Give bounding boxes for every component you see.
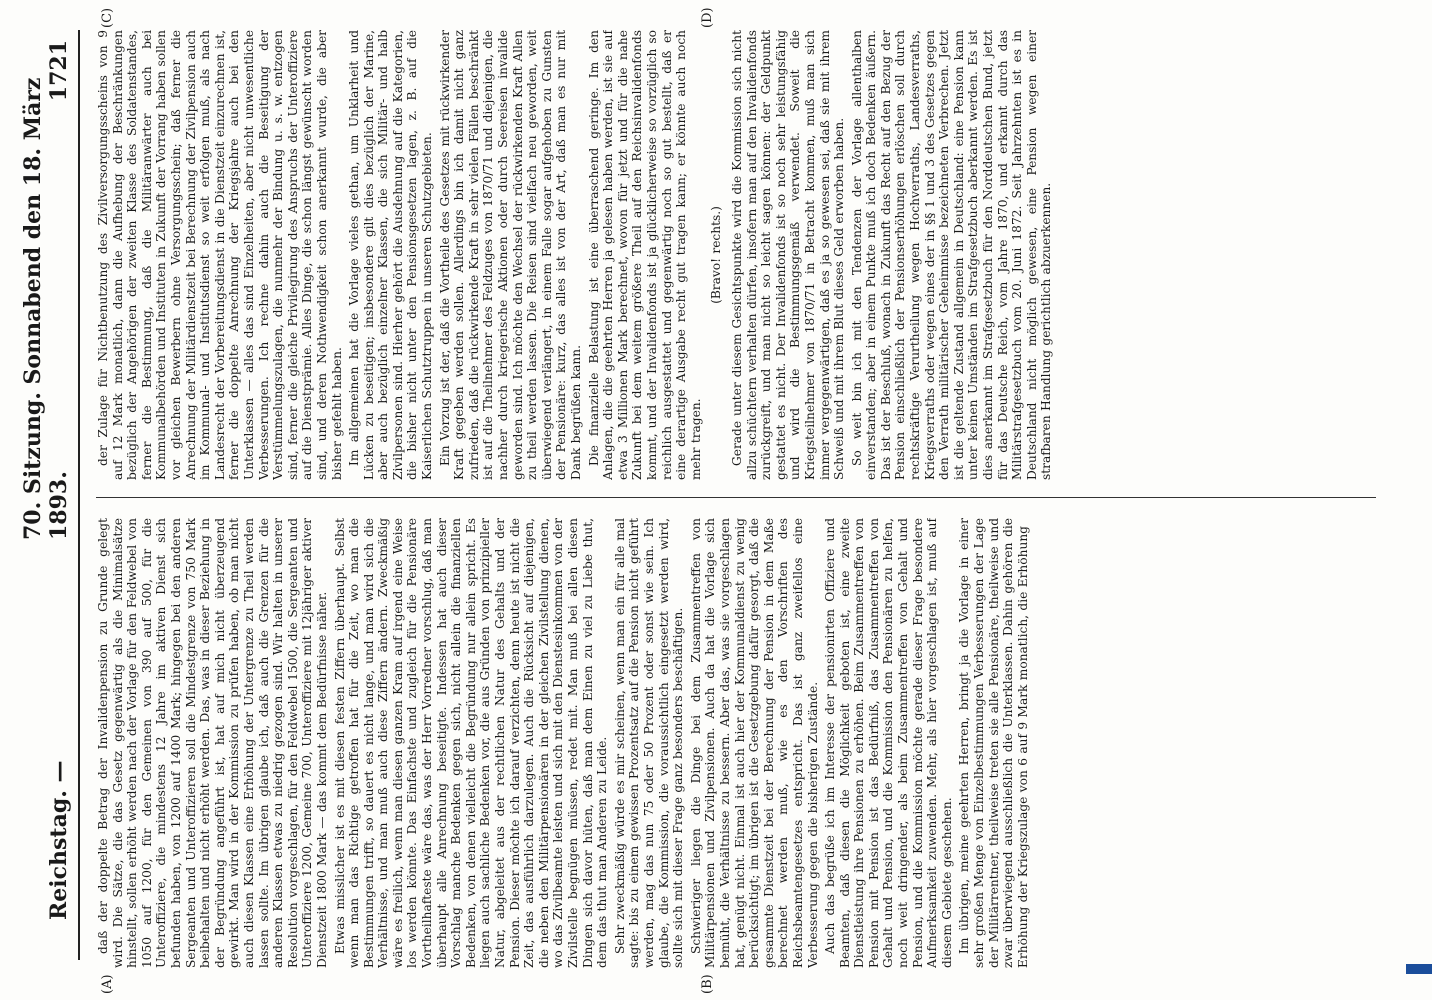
header-title: 70. Sitzung. Sonnabend den 18. März 1893.: [20, 77, 72, 540]
marker-c: (C): [100, 7, 115, 28]
paragraph: Ein Vorzug ist der, daß die Vortheile des Gesetzes mit rückwirkender Kraft gegeben werden sollen. Allerdings bin ich damit nicht ganz zufrieden, daß die rückwirkende Kraft in sehr vielen Fällen beschränkt ist auf die Theilnehmer des Feldzuges von 1870/71 und diejenigen, die nachher durch kriegerische Aktionen oder durch Seereisen invalide geworden sind. Ich möchte den Wechsel der rückwirkenden Kraft Allen zu theil werden lassen. Die Reisen sind vielfach neu geworden, weit überwiegend verlängert, in einem Falle sogar aufgehoben zu Gunsten der Pensionäre: kurz, das alles ist von der Art, daß man es nur mit Dank begrüßen kann.: [437, 30, 583, 480]
paragraph: Schwieriger liegen die Dinge bei dem Zusammentreffen von Militärpensionen und Zivilpensionen. Auch da hat die Vorlage sich bemüht, die Verhältnisse zu bessern. Aber das, was sie vorgeschlagen hat, genügt nicht. Einmal ist auch hier der Kommunaldienst zu wenig berücksichtigt; im übrigen ist die Gesetzgebung dafür gesorgt, daß die gesammte Dienstzeit bei der Berechnung der Pension in dem Maße berechnet werden muß, wie es den Vorschriften des Reichsbeamtengesetzes entspricht. Das ist ganz zweifellos eine Verbesserung gegen die bisherigen Zustände.: [688, 518, 820, 968]
right-column: [96, 30, 1376, 480]
column-divider: [96, 497, 1376, 498]
dfg-logo: [1406, 964, 1432, 974]
paragraph: Im übrigen, meine geehrten Herren, bringt ja die Vorlage in einer sehr großen Menge von Einzelbestimmungen Verbesserungen der Lage der Militärrentner, theilweise treten sie alle Pensionäre, theilweise und zwar überwiegend ausschließlich die Unterklassen. Dahin gehören die Erhöhung der Kriegszulage von 6 auf 9 Mark monatlich, die Erhöhung: [957, 518, 1030, 968]
paragraph: Die finanzielle Belastung ist eine überraschend geringe. Im den Anlagen, die die geehrten Herren ja gelesen haben werden, ist sie auf etwa 3 Millionen Mark berechnet, wovon für jetzt und für die nahe Zukunft bei dem weitem größere Theil auf den Reichsinvalidenfonds kommt, und der Invalidenfonds ist ja glücklicherweise so vorzüglich so reichlich ausgestattet und gegenwärtig noch so gut bestellt, daß er eine derartige Ausgabe recht gut tragen kann; er könnte auch noch mehr tragen.: [586, 30, 703, 480]
left-column: [96, 518, 1376, 968]
page-header: [20, 30, 80, 960]
marker-b: (B): [700, 974, 715, 994]
paragraph: Im allgemeinen hat die Vorlage vieles gethan, um Unklarheit und Lücken zu beseitigen; insbesondere gilt dies bezüglich der Marine, aber auch bezüglich einzelner Klassen, die sich Militär- und halb Zivilpersonen sind. Hierher gehört die Ausdehnung auf die Kategorien, die bisher nicht unter den Pensionsgesetzen lagen, z. B. auf die Kaiserlichen Schutztruppen in unseren Schutzgebieten.: [347, 30, 435, 480]
paragraph: So weit bin ich mit den Tendenzen der Vorlage allenthalben einverstanden; aber in einem Punkte muß ich doch Bedenken äußern. Das ist der Beschluß, wonach in Zukunft das Recht auf den Bezug der Pension einschließlich der Pensionserhöhungen erlöschen soll durch rechtskräftige Verurtheilung wegen Hochverraths, Landesverraths, Kriegsverraths oder wegen eines der in §§ 1 und 3 des Gesetzes gegen den Verrath militärischer Geheimnisse bezeichneten Verbrechen. Jetzt ist die geltende Zustand allgemein in Deutschland: eine Pension kann unter keinen Umständen im Strafgesetzbuch aberkannt werden. Es ist dies anerkannt im Strafgesetzbuch für den Norddeutschen Bund, jetzt für das Deutsche Reich, vom Jahre 1870, und erkannt durch das Militärstrafgesetzbuch vom 20. Juni 1872. Seit Jahrzehnten ist es in Deutschland nicht möglich gewesen, eine Pension wegen einer strafbaren Handlung gerichtlich abzuerkennen.: [849, 30, 1054, 480]
marker-a: (A): [100, 974, 115, 994]
paragraph: daß der doppelte Betrag der Invalidenpension zu Grunde gelegt wird. Die Sätze, die das Gesetz gegenwärtig als die Minimalsätze hinstellt, sollen erhöht werden nach der Vorlage für den Feldwebel von 1050 auf 1200, für den Gemeinen von 390 auf 500, für die Unteroffiziere, die mindestens 12 Jahre im aktiven Dienst sich befunden haben, von 1200 auf 1400 Mark; hingegen bei den anderen Sergeanten und Unteroffizieren soll die Mindestgrenze von 750 Mark beibehalten und nicht erhöht werden. Das, was in dieser Beziehung in der Begründung angeführt ist, hat auf mich nicht überzeugend gewirkt. Man wird in der Kommission zu prüfen haben, ob man nicht auch diesen Klassen eine Erhöhung der Untergrenze zu Theil werden lassen sollte. Im übrigen glaube ich, daß auch die Grenzen für die anderen Klassen etwas zu niedrig gezogen sind. Wir halten in unserer Resolution vorgeschlagen, für den Feldwebel 1500, die Sergeanten und Unteroffiziere 1200, Gemeine 700, Unteroffiziere mit 12jähriger aktiver Dienstzeit 1800 Mark — das kommt dem Bedürfnisse näher.: [96, 518, 329, 968]
page-number: 1721: [46, 40, 72, 102]
paragraph: Sehr zweckmäßig würde es mir scheinen, wenn man ein für alle mal sagte: bis zu einem gewissen Prozentsatz auf die Pension nicht geführt werden, mag das nun 75 oder 50 Prozent oder sonst wie sein. Ich glaube, die Kommission, die voraussichtlich eingesetzt werden wird, sollte sich mit dieser Frage ganz besonders beschäftigen.: [612, 518, 686, 968]
paragraph: Etwas misslicher ist es mit diesen festen Ziffern überhaupt. Selbst wenn man das Richtige getroffen hat für die Zeit, wo man die Bestimmungen trifft, so dauert es nicht lange, und man wird sich die Verhältnisse, und man muß auch diese Ziffern ändern. Zweckmäßig wäre es freilich, wenn man diesen ganzen Kram auf irgend eine Weise los werden könnte. Das Einfachste und zugleich für die Pensionäre Vortheilhafteste wäre das, was der Herr Vorredner vorschlug, daß man überhaupt alle Anrechnung beseitigte. Indessen hat auch dieser Vorschlag manche Bedenken gegen sich, nicht allein die finanziellen Bedenken, von denen vielleicht die Begründung nur allein spricht. Es liegen auch sachliche Bedenken vor, die aus Gründen von prinzipieller Natur, abgeleitet aus der rechtlichen Natur des Gehalts und der Pension. Dieser möchte ich darauf verzichten, denn heute ist nicht die Zeit, das ausführlich darzulegen. Auch die Rücksicht auf diejenigen, die neben den Militärpensionären in der gleichen Zivilstellung dienen, wo das Zivilbeamte leisten und sich mit den Dienstesinkommen von der Zivilstelle begnügen müssen, redet mit. Man muß bei allen diesen Dingen sich davor hüten, daß man dem Einen zu viel zu Liebe thut, dem das thut man Anderen zu Leide.: [332, 518, 610, 968]
marker-d: (D): [700, 7, 715, 28]
digitization-footer: [1412, 20, 1430, 980]
paragraph: Gerade unter diesem Gesichtspunkte wird die Kommission sich nicht allzu schüchtern verhalten dürfen, insofern man auf den Invalidenfonds zurückgreift, und man nicht so leicht sagen können: der Geldpunkt gestattet es nicht. Der Invalidenfonds ist so noch sehr leistungsfähig und wird die Bestimmungsgemäß verwendet. Soweit die Kriegsteilnehmer von 1870/71 in Betracht kommen, muß man sich immer vergegenwärtigen, daß es ja so gewesen sei, daß sie mit ihrem Schweiß und mit ihrem Blut dieses Geld erworben haben.: [729, 30, 847, 480]
paragraph: Auch das begrüße ich im Interesse der pensionirten Offiziere und Beamten, daß diesen die Möglichkeit geboten ist, eine zweite Dienstleistung ihre Pensionen zu erhöhen. Beim Zusammentreffen von Pension mit Pension ist das Bedürfniß, das Zusammentreffen von Gehalt und Pension, und die Kommission den Pensionären zu helfen, noch weit dringender, als beim Zusammentreffen von Gehalt und Pension, und die Kommission möchte gerade dieser Frage besondere Aufmerksamkeit zuwenden. Mehr, als hier vorgeschlagen ist, muß auf diesem Gebiete geschehen.: [823, 518, 954, 968]
paragraph: der Zulage für Nichtbenutzung des Zivilversorgungsscheins von 9 auf 12 Mark monatlich, dann die Aufhebung der Beschränkungen bezüglich der Angehörigen der zweiten Klasse des Soldatenstandes, ferner die Bestimmung, daß die Militäranwärter auch bei Kommunalbehörden und Instituten in Zukunft der Vorrang haben sollen vor gleichen Bewerbern ohne Versorgungsschein; daß ferner die Anrechnung der Militärdienstzeit bei Berechnung der Zivilpension auch im Kommunal- und Institutsdienst so weit erfolgen muß, als nach Landesrecht der Vorbereitungsdienst in die Dienstzeit einzurechnen ist, ferner die doppelte Anrechnung der Kriegsjahre auch bei den Unterklassen — alles das sind Einzelheiten, aber nicht unwesentliche Verbesserungen. Ich rechne dahin auch die Beseitigung der Verstümmelungszulagen, die nunmehr der Bindung u. s. w. entzogen sind, ferner die gleiche Privilegirung des Anspruchs der Unteroffiziere auf die Dienstprämie. Alles Dinge, die schon längst gewünscht worden sind, und deren Nothwendigkeit schon anerkannt wurde, die aber bisher gefehlt haben.: [96, 30, 344, 480]
interjection: (Bravo! rechts.): [709, 206, 724, 304]
header-left: Reichstag. —: [46, 760, 72, 920]
